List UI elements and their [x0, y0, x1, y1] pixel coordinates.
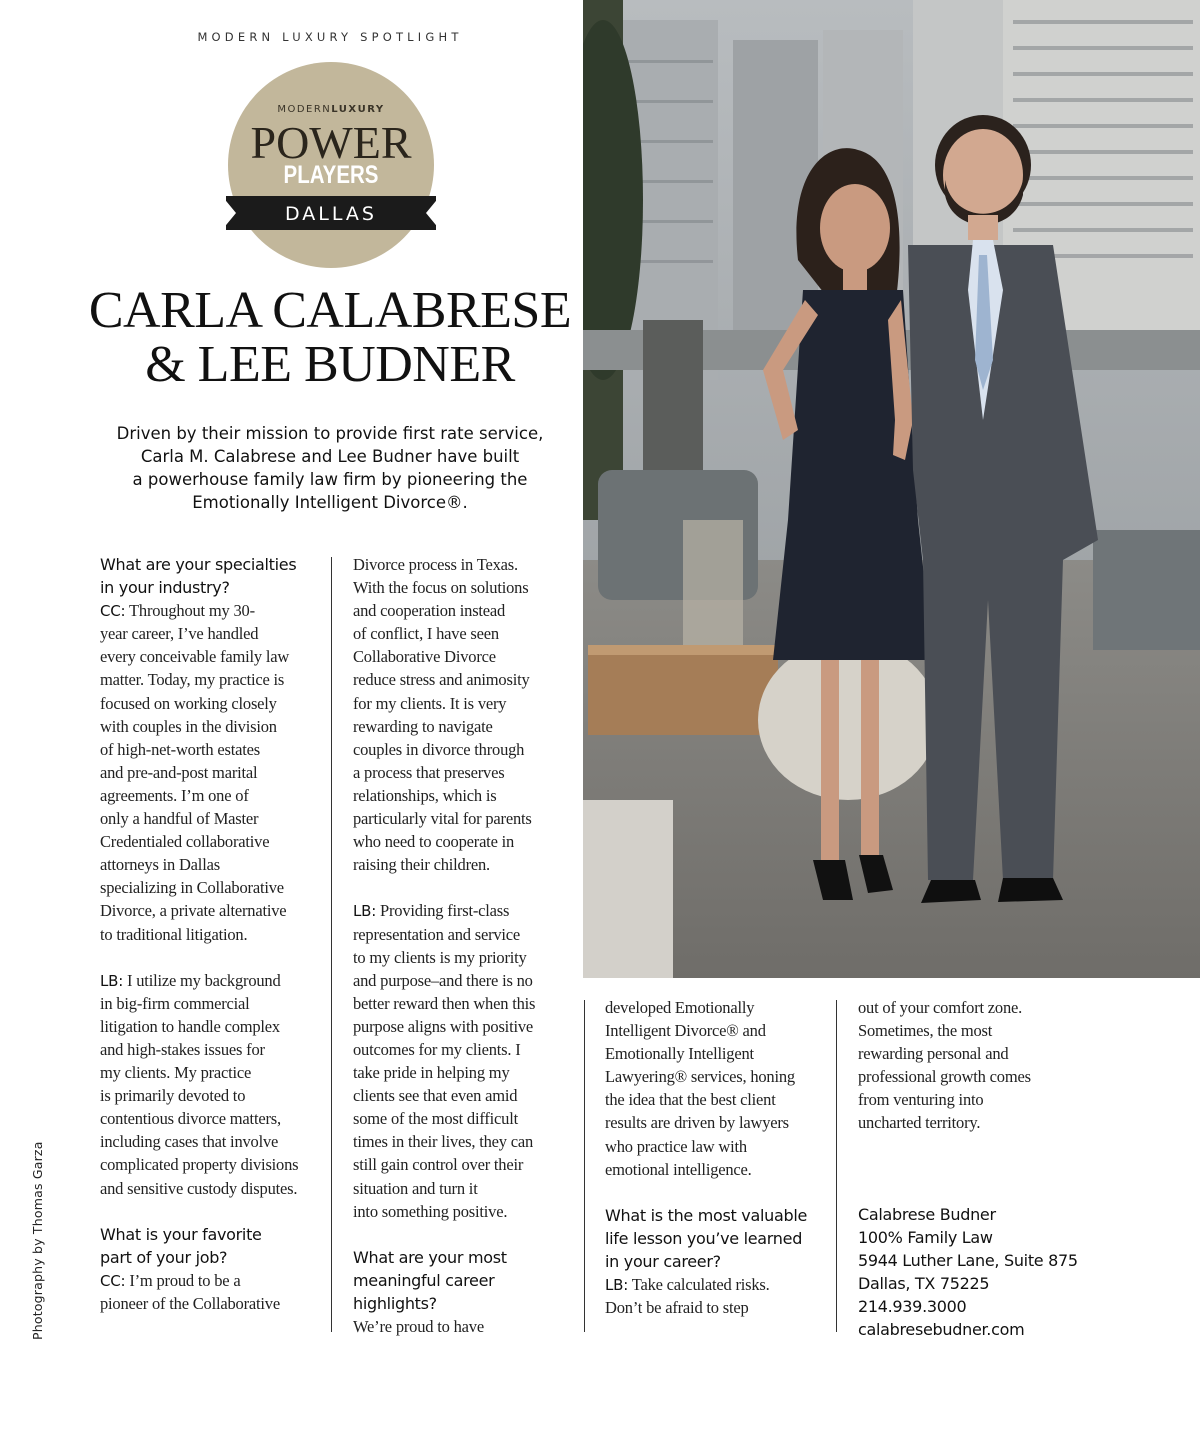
line-text: to my clients is my priority: [353, 947, 527, 967]
body-line: [353, 715, 568, 738]
body-line: [353, 645, 568, 668]
line-text: rewarding to navigate: [353, 716, 493, 736]
body-line: [353, 1084, 568, 1107]
body-line: [100, 784, 320, 807]
line-text: life lesson you’ve learned: [605, 1228, 803, 1248]
line-text: Take calculated risks.: [628, 1275, 770, 1295]
body-line: [353, 1130, 568, 1153]
line-text: still gain control over their: [353, 1155, 524, 1175]
line-text: Don’t be afraid to step: [605, 1298, 749, 1318]
contact-phone[interactable]: 214.939.3000: [858, 1297, 967, 1317]
headline-line: & LEE BUDNER: [145, 336, 515, 393]
body-line: [858, 1065, 1098, 1088]
body-line: [100, 761, 320, 784]
paragraph-gap: [605, 1181, 825, 1204]
line-text: What are your most: [353, 1247, 507, 1267]
article-headline: [80, 284, 580, 392]
body-line: [100, 1038, 320, 1061]
body-line: [100, 830, 320, 853]
line-text: only a handful of Master: [100, 809, 259, 829]
line-text: meaningful career: [353, 1270, 495, 1290]
text-column-4: [858, 996, 1098, 1135]
body-line: [100, 668, 320, 691]
body-line: [100, 899, 320, 922]
contact-firm: Calabrese Budner: [858, 1205, 996, 1224]
body-line: [353, 807, 568, 830]
body-line: [858, 1019, 1098, 1042]
body-line: [100, 1107, 320, 1130]
body-line: [353, 1200, 568, 1223]
badge-brand: MODERNLUXURY: [277, 104, 385, 115]
line-text: some of the most difficult: [353, 1109, 518, 1129]
speaker-initials: LB:: [605, 1276, 629, 1295]
line-text: every conceivable family law: [100, 647, 290, 667]
body-line: [605, 1042, 825, 1065]
question-line: [605, 1250, 825, 1273]
headline-line: CARLA CALABRESE: [88, 282, 572, 339]
dek-line: a powerhouse family law firm by pioneering the: [132, 470, 528, 489]
body-line: [100, 992, 320, 1015]
line-text: in your industry?: [100, 578, 230, 598]
body-line: [100, 876, 320, 899]
line-text: contentious divorce matters,: [100, 1109, 281, 1129]
line-text: Lawyering® services, honing: [605, 1067, 795, 1087]
body-line: [353, 1153, 568, 1176]
body-line: [100, 1130, 320, 1153]
text-column-2: [353, 553, 568, 1338]
line-text: developed Emotionally: [605, 998, 755, 1017]
portrait-photo: [583, 0, 1200, 978]
body-line: [353, 1015, 568, 1038]
text-column-1: [100, 553, 320, 1315]
line-text: and cooperation instead: [353, 601, 506, 621]
line-text: and pre-and-post marital: [100, 762, 258, 782]
dek-line: Carla M. Calabrese and Lee Budner have built: [140, 447, 520, 466]
column-divider: [836, 1000, 837, 1332]
body-line: [353, 668, 568, 691]
portrait-illustration: [583, 0, 1200, 978]
body-line: [858, 996, 1098, 1019]
line-text: purpose aligns with positive: [353, 1016, 534, 1036]
line-text: Divorce process in Texas.: [353, 555, 518, 574]
body-line: [100, 1061, 320, 1084]
body-line: [100, 622, 320, 645]
dek-line: Emotionally Intelligent Divorce®.: [192, 493, 468, 512]
line-text: rewarding personal and: [858, 1044, 1009, 1064]
line-text: With the focus on solutions: [353, 578, 529, 598]
line-text: Credentialed collaborative: [100, 832, 270, 852]
line-text: take pride in helping my: [353, 1063, 510, 1083]
line-text: Collaborative Divorce: [353, 647, 496, 667]
body-line: [353, 969, 568, 992]
body-line: [605, 1158, 825, 1181]
body-line: [605, 996, 825, 1019]
body-line: [100, 599, 320, 622]
question-line: [100, 1223, 320, 1246]
line-text: uncharted territory.: [858, 1113, 981, 1133]
body-line: [100, 853, 320, 876]
line-text: What is the most valuable: [605, 1205, 808, 1225]
body-line: [605, 1019, 825, 1042]
line-text: from venturing into: [858, 1090, 984, 1110]
body-line: [353, 761, 568, 784]
question-line: [353, 1246, 568, 1269]
contact-block: [858, 1203, 1098, 1342]
line-text: raising their children.: [353, 855, 490, 875]
body-line: [353, 622, 568, 645]
question-line: [353, 1292, 568, 1315]
line-text: situation and turn it: [353, 1178, 478, 1198]
body-line: [100, 692, 320, 715]
body-line: [100, 923, 320, 946]
line-text: for my clients. It is very: [353, 693, 507, 713]
body-line: [100, 738, 320, 761]
line-text: What are your specialties: [100, 555, 297, 574]
power-players-badge: [226, 60, 436, 270]
paragraph-gap: [353, 1223, 568, 1246]
line-text: including cases that involve: [100, 1132, 279, 1152]
line-text: year career, I’ve handled: [100, 624, 259, 644]
line-text: out of your comfort zone.: [858, 998, 1023, 1017]
line-text: Throughout my 30-: [125, 601, 255, 621]
line-text: with couples in the division: [100, 716, 277, 736]
line-text: I’m proud to be a: [125, 1270, 241, 1290]
line-text: What is your favorite: [100, 1224, 262, 1244]
body-line: [353, 923, 568, 946]
contact-city: Dallas, TX 75225: [858, 1274, 990, 1294]
body-line: [353, 692, 568, 715]
text-column-3: [605, 996, 825, 1319]
body-line: [353, 899, 568, 922]
photo-credit: Photography by Thomas Garza: [30, 1141, 45, 1340]
line-text: part of your job?: [100, 1247, 228, 1267]
paragraph-gap: [100, 1200, 320, 1223]
body-line: [353, 830, 568, 853]
line-text: complicated property divisions: [100, 1155, 299, 1175]
body-line: [353, 853, 568, 876]
line-text: Intelligent Divorce® and: [605, 1021, 766, 1041]
line-text: outcomes for my clients. I: [353, 1039, 521, 1059]
line-text: is primarily devoted to: [100, 1086, 246, 1106]
contact-address: 5944 Luther Lane, Suite 875: [858, 1251, 1078, 1271]
body-line: [353, 738, 568, 761]
line-text: better reward then when this: [353, 993, 536, 1013]
line-text: focused on working closely: [100, 693, 277, 713]
speaker-initials: CC:: [100, 602, 126, 621]
badge-title-power: POWER: [250, 117, 412, 168]
body-line: [605, 1088, 825, 1111]
body-line: [605, 1273, 825, 1296]
line-text: We’re proud to have: [353, 1317, 484, 1337]
body-line: [858, 1088, 1098, 1111]
badge-city: DALLAS: [285, 203, 377, 225]
body-line: [100, 1269, 320, 1292]
line-text: agreements. I’m one of: [100, 785, 249, 805]
body-line: [605, 1135, 825, 1158]
line-text: emotional intelligence.: [605, 1159, 752, 1179]
line-text: of conflict, I have seen: [353, 624, 499, 644]
body-line: [100, 1015, 320, 1038]
body-line: [353, 992, 568, 1015]
line-text: clients see that even amid: [353, 1086, 518, 1106]
speaker-initials: LB:: [100, 971, 124, 990]
line-text: who practice law with: [605, 1136, 747, 1156]
line-text: representation and service: [353, 924, 521, 944]
line-text: Providing first-class: [376, 901, 510, 921]
line-text: a process that preserves: [353, 762, 505, 782]
body-line: [605, 1296, 825, 1319]
line-text: pioneer of the Collaborative: [100, 1294, 280, 1313]
question-line: [605, 1227, 825, 1250]
paragraph-gap: [353, 876, 568, 899]
body-line: [353, 553, 568, 576]
body-line: [353, 1315, 568, 1338]
body-line: [100, 1084, 320, 1107]
line-text: results are driven by lawyers: [605, 1113, 789, 1133]
dek-line: Driven by their mission to provide first rate service,: [116, 424, 544, 443]
line-text: of high-net-worth estates: [100, 739, 260, 759]
line-text: to traditional litigation.: [100, 924, 248, 944]
column-divider: [584, 1000, 585, 1332]
line-text: in big-firm commercial: [100, 993, 250, 1013]
line-text: specializing in Collaborative: [100, 878, 284, 898]
body-line: [100, 715, 320, 738]
badge-title-players: PLAYERS: [283, 160, 379, 189]
line-text: matter. Today, my practice is: [100, 670, 285, 690]
line-text: Divorce, a private alternative: [100, 901, 287, 921]
paragraph-gap: [100, 946, 320, 969]
question-line: [100, 553, 320, 576]
body-line: [858, 1042, 1098, 1065]
body-line: [353, 1177, 568, 1200]
contact-website[interactable]: calabresebudner.com: [858, 1320, 1025, 1340]
contact-tagline: 100% Family Law: [858, 1228, 993, 1248]
body-line: [353, 784, 568, 807]
body-line: [605, 1111, 825, 1134]
line-text: and high-stakes issues for: [100, 1039, 265, 1059]
body-line: [353, 1038, 568, 1061]
line-text: litigation to handle complex: [100, 1016, 280, 1036]
speaker-initials: LB:: [353, 902, 377, 921]
question-line: [100, 1246, 320, 1269]
line-text: my clients. My practice: [100, 1063, 252, 1083]
body-line: [353, 576, 568, 599]
body-line: [858, 1111, 1098, 1134]
line-text: in your career?: [605, 1252, 721, 1272]
body-line: [100, 1292, 320, 1315]
line-text: who need to cooperate in: [353, 832, 515, 852]
body-line: [353, 1107, 568, 1130]
line-text: I utilize my background: [123, 970, 281, 990]
column-divider: [331, 557, 332, 1332]
body-line: [100, 1177, 320, 1200]
body-line: [605, 1065, 825, 1088]
line-text: and sensitive custody disputes.: [100, 1178, 298, 1198]
question-line: [353, 1269, 568, 1292]
body-line: [353, 1061, 568, 1084]
speaker-initials: CC:: [100, 1271, 126, 1290]
body-line: [100, 969, 320, 992]
line-text: relationships, which is: [353, 785, 497, 805]
line-text: the idea that the best client: [605, 1090, 776, 1110]
line-text: particularly vital for parents: [353, 809, 532, 829]
article-dek: [80, 422, 580, 514]
line-text: reduce stress and animosity: [353, 670, 530, 690]
line-text: and purpose–and there is no: [353, 970, 533, 990]
body-line: [353, 599, 568, 622]
body-line: [353, 946, 568, 969]
question-line: [100, 576, 320, 599]
section-kicker: MODERN LUXURY SPOTLIGHT: [197, 30, 463, 44]
body-line: [100, 1153, 320, 1176]
line-text: professional growth comes: [858, 1067, 1031, 1087]
body-line: [100, 807, 320, 830]
body-line: [100, 645, 320, 668]
line-text: Emotionally Intelligent: [605, 1044, 754, 1064]
line-text: highlights?: [353, 1294, 437, 1313]
line-text: times in their lives, they can: [353, 1132, 534, 1152]
line-text: Sometimes, the most: [858, 1021, 993, 1041]
line-text: into something positive.: [353, 1201, 508, 1221]
question-line: [605, 1204, 825, 1227]
line-text: attorneys in Dallas: [100, 855, 220, 875]
line-text: couples in divorce through: [353, 739, 525, 759]
